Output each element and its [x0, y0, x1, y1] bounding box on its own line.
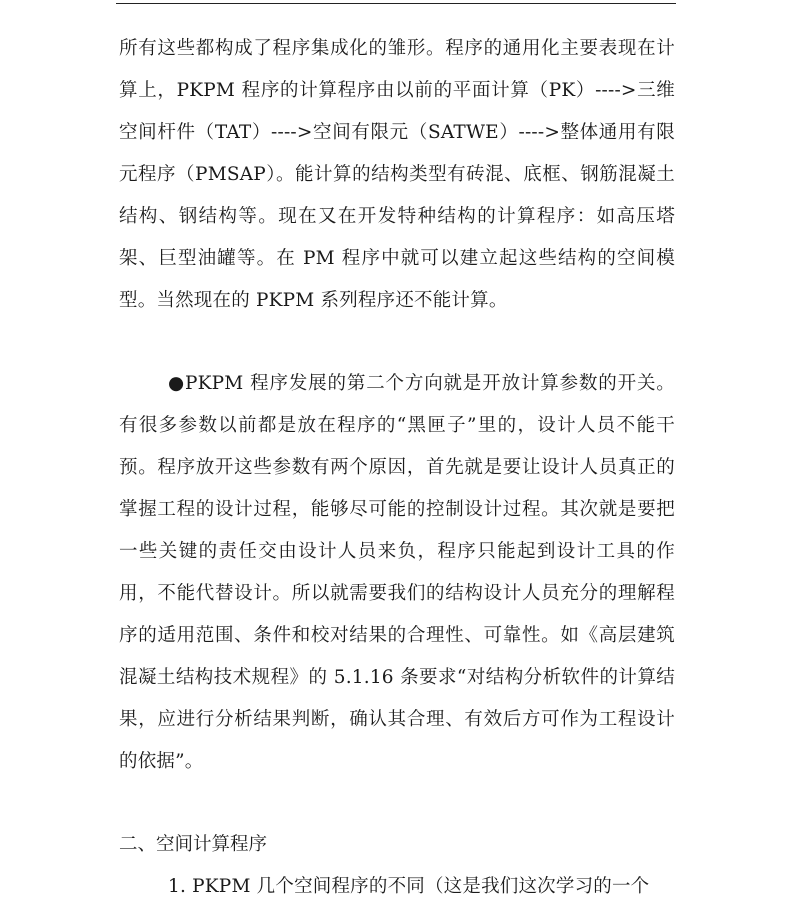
- page-top-rule: [116, 3, 676, 4]
- section-heading: 二、空间计算程序: [119, 834, 268, 855]
- paragraph-open-parameters: ●PKPM 程序发展的第二个方向就是开放计算参数的开关。有很多参数以前都是放在程序的“黑匣子”里的，设计人员不能干预。程序放开这些参数有两个原因，首先就是要让设计人员真正的掌握工程的设计过程，能够尽可能的控制设计过程。其次就是要把一些关键的责任交由设计人员来负，程序只能起到设计工具的作用，不能代替设计。所以就需要我们的结构设计人员充分的理解程序的适用范围、条件和校对结果的合理性、可靠性。如《高层建筑混凝土结构技术规程》的 5.1.16 条要求“对结构分析软件的计算结果，应进行分析结果判断，确认其合理、有效后方可作为工程设计的依据”。: [119, 373, 675, 772]
- paragraph-gap: [119, 783, 675, 824]
- paragraph-integration: 所有这些都构成了程序集成化的雏形。程序的通用化主要表现在计算上，PKPM 程序的计算程序由以前的平面计算（PK）---->三维空间杆件（TAT）---->空间有限元（SATWE）---->整体通用有限元程序（PMSAP）。能计算的结构类型有砖混、底框、钢筋混凝土结构、钢结构等。现在又在开发特种结构的计算程序：如高压塔架、巨型油罐等。在 PM 程序中就可以建立起这些结构的空间模型。当然现在的 PKPM 系列程序还不能计算。: [119, 38, 675, 311]
- document-page: [119, 28, 675, 908]
- paragraph-gap: [119, 322, 675, 363]
- paragraph-cut-off: 1. PKPM 几个空间程序的不同（这是我们这次学习的一个: [168, 876, 650, 897]
